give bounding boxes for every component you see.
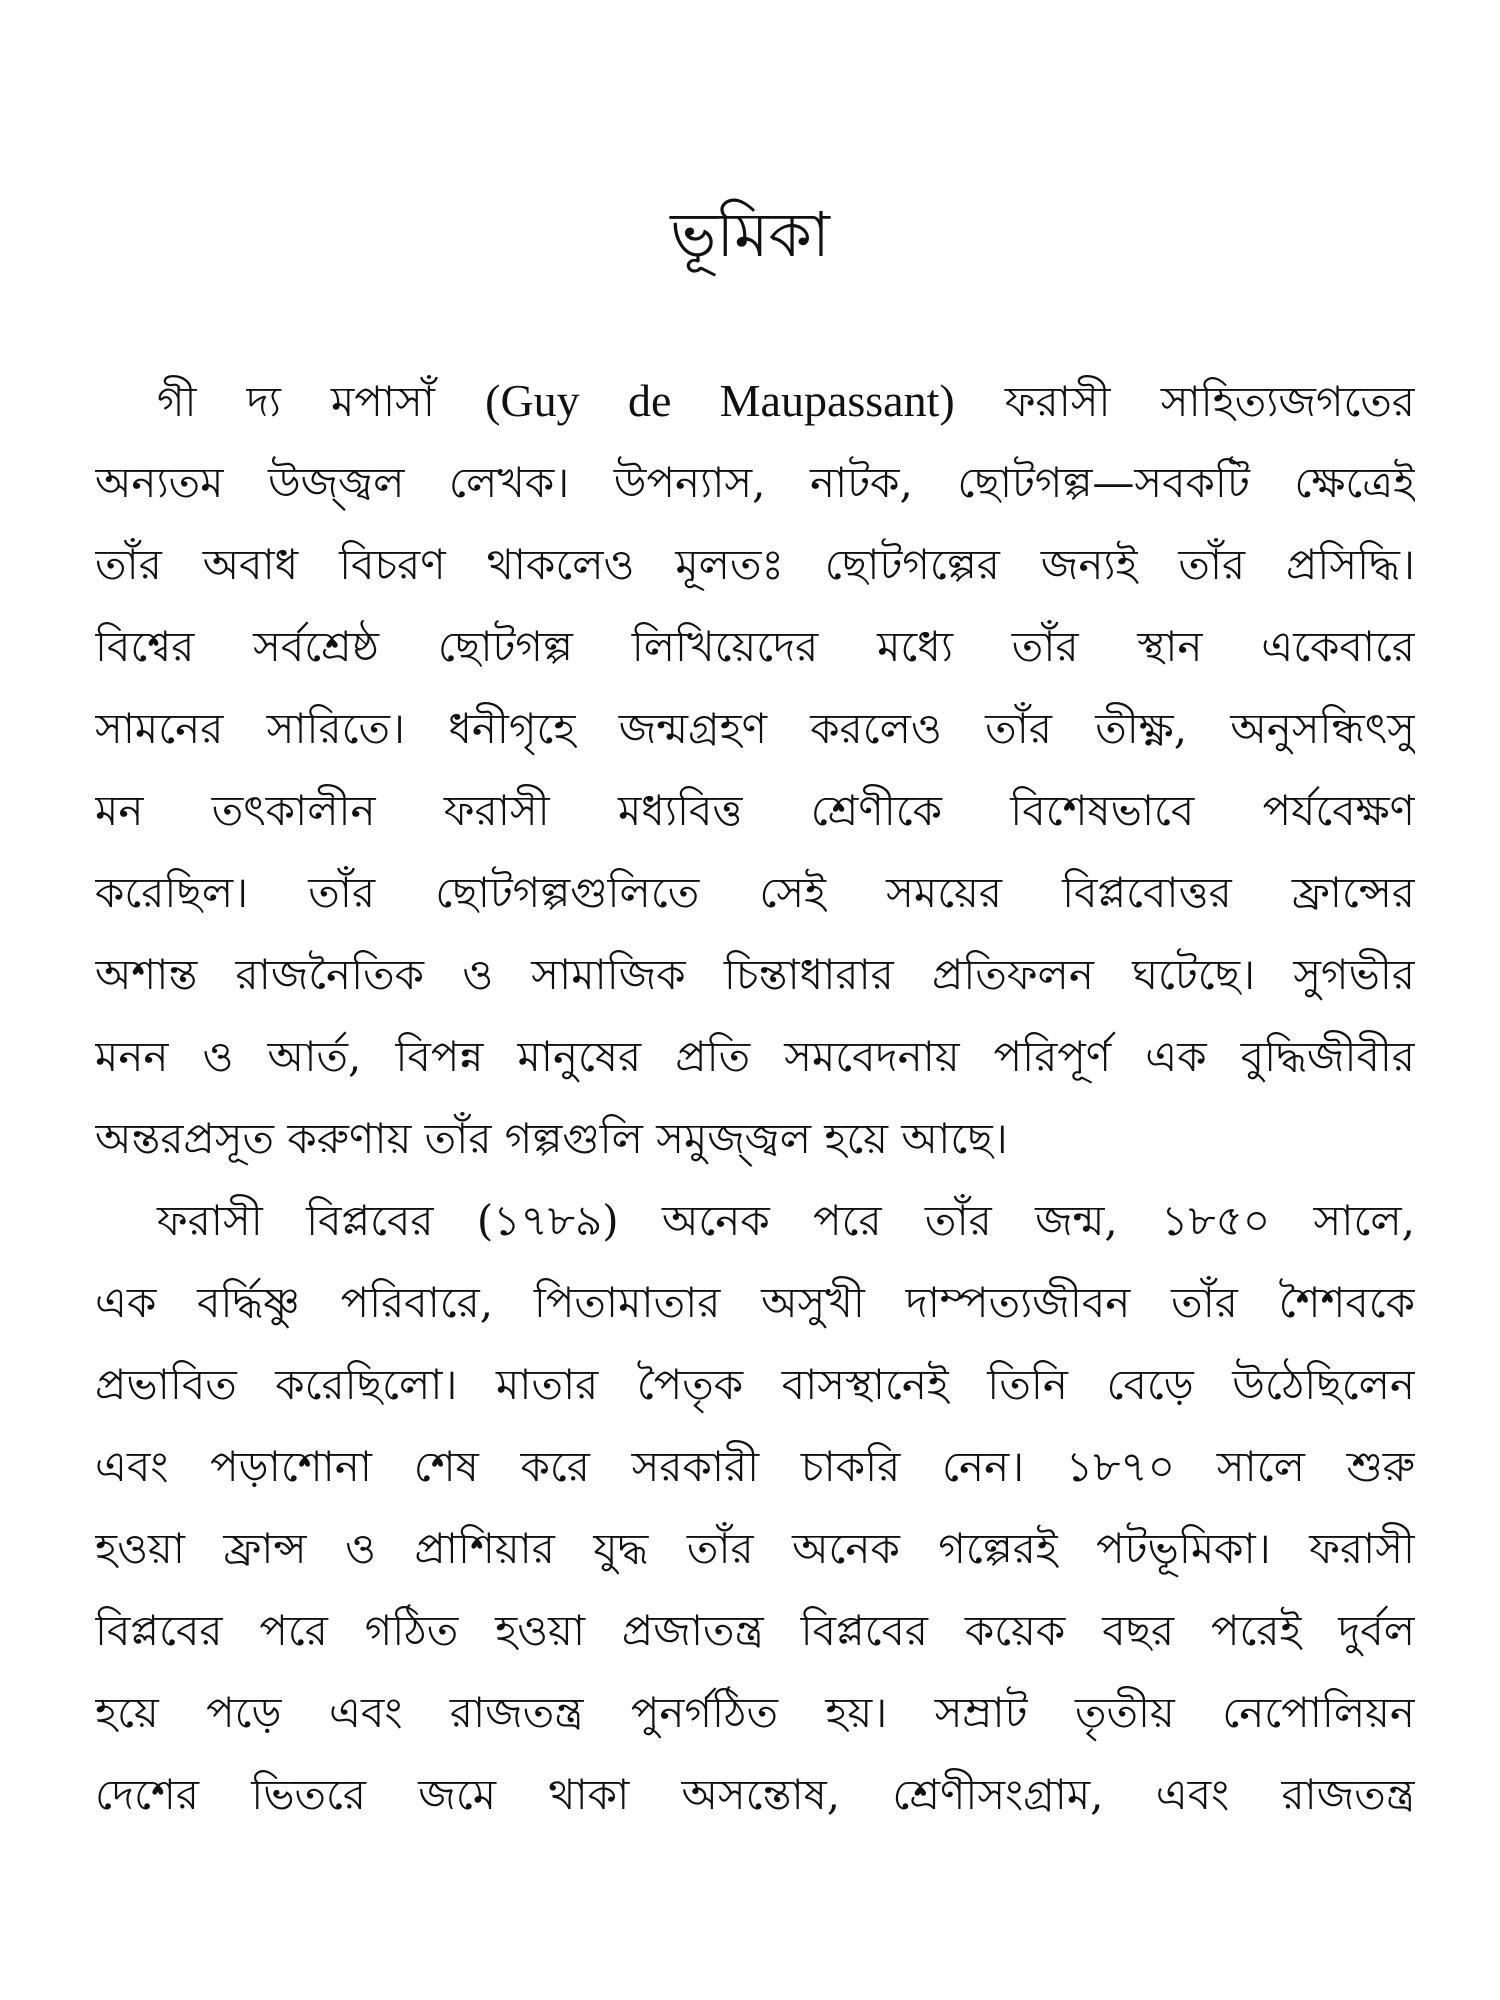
text-line: অন্যতম উজ্জ্বল লেখক। উপন্যাস, নাটক, ছোটগল্প—সবকটি ক্ষেত্রেই — [95, 458, 1415, 507]
text-line: তাঁর অবাধ বিচরণ থাকলেও মূলতঃ ছোটগল্পের জন্যই তাঁর প্রসিদ্ধি। — [95, 540, 1415, 589]
text-line: বিপ্লবের পরে গঠিত হওয়া প্রজাতন্ত্র বিপ্লবের কয়েক বছর পরেই দুর্বল — [95, 1606, 1415, 1655]
text-line: এক বর্দ্ধিষ্ণু পরিবারে, পিতামাতার অসুখী দাম্পত্যজীবন তাঁর শৈশবকে — [95, 1278, 1415, 1327]
text-line: প্রভাবিত করেছিলো। মাতার পৈতৃক বাসস্থানেই তিনি বেড়ে উঠেছিলেন — [95, 1360, 1415, 1409]
text-line: হয়ে পড়ে এবং রাজতন্ত্র পুনর্গঠিত হয়। সম্রাট তৃতীয় নেপোলিয়ন — [95, 1688, 1415, 1737]
page-title: ভূমিকা — [670, 198, 830, 271]
text-line: অশান্ত রাজনৈতিক ও সামাজিক চিন্তাধারার প্রতিফলন ঘটেছে। সুগভীর — [95, 950, 1415, 999]
text-line: বিশ্বের সর্বশ্রেষ্ঠ ছোটগল্প লিখিয়েদের মধ্যে তাঁর স্থান একেবারে — [95, 622, 1415, 671]
text-segment: ফরাসী সাহিত্যজগতের — [954, 377, 1415, 426]
text-line: দেশের ভিতরে জমে থাকা অসন্তোষ, শ্রেণীসংগ্রাম, এবং রাজতন্ত্র — [95, 1770, 1415, 1819]
paragraph-1 — [95, 360, 1415, 1180]
text-line: হওয়া ফ্রান্স ও প্রাশিয়ার যুদ্ধ তাঁর অনেক গল্পেরই পটভূমিকা। ফরাসী — [95, 1524, 1415, 1573]
paragraph-2 — [95, 1180, 1415, 1836]
text-line: সামনের সারিতে। ধনীগৃহে জন্মগ্রহণ করলেও তাঁর তীক্ষ্ণ, অনুসন্ধিৎসু — [95, 704, 1415, 753]
text-line — [95, 360, 1415, 442]
text-line: এবং পড়াশোনা শেষ করে সরকারী চাকরি নেন। ১৮৭০ সালে শুরু — [95, 1442, 1415, 1491]
text-line: করেছিল। তাঁর ছোটগল্পগুলিতে সেই সময়ের বিপ্লবোত্তর ফ্রান্সের — [95, 868, 1415, 917]
text-line: ফরাসী বিপ্লবের (১৭৮৯) অনেক পরে তাঁর জন্ম, ১৮৫০ সালে, — [157, 1196, 1415, 1245]
text-line: মন তৎকালীন ফরাসী মধ্যবিত্ত শ্রেণীকে বিশেষভাবে পর্যবেক্ষণ — [95, 786, 1415, 835]
latin-name: (Guy de Maupassant) — [485, 375, 955, 426]
text-segment: গী দ্য মপাসাঁ — [157, 377, 486, 426]
text-line: মনন ও আর্ত, বিপন্ন মানুষের প্রতি সমবেদনায় পরিপূর্ণ এক বুদ্ধিজীবীর — [95, 1032, 1415, 1081]
body-text — [95, 360, 1415, 1836]
text-line: অন্তরপ্রসূত করুণায় তাঁর গল্পগুলি সমুজ্জ্বল হয়ে আছে। — [95, 1114, 1008, 1163]
